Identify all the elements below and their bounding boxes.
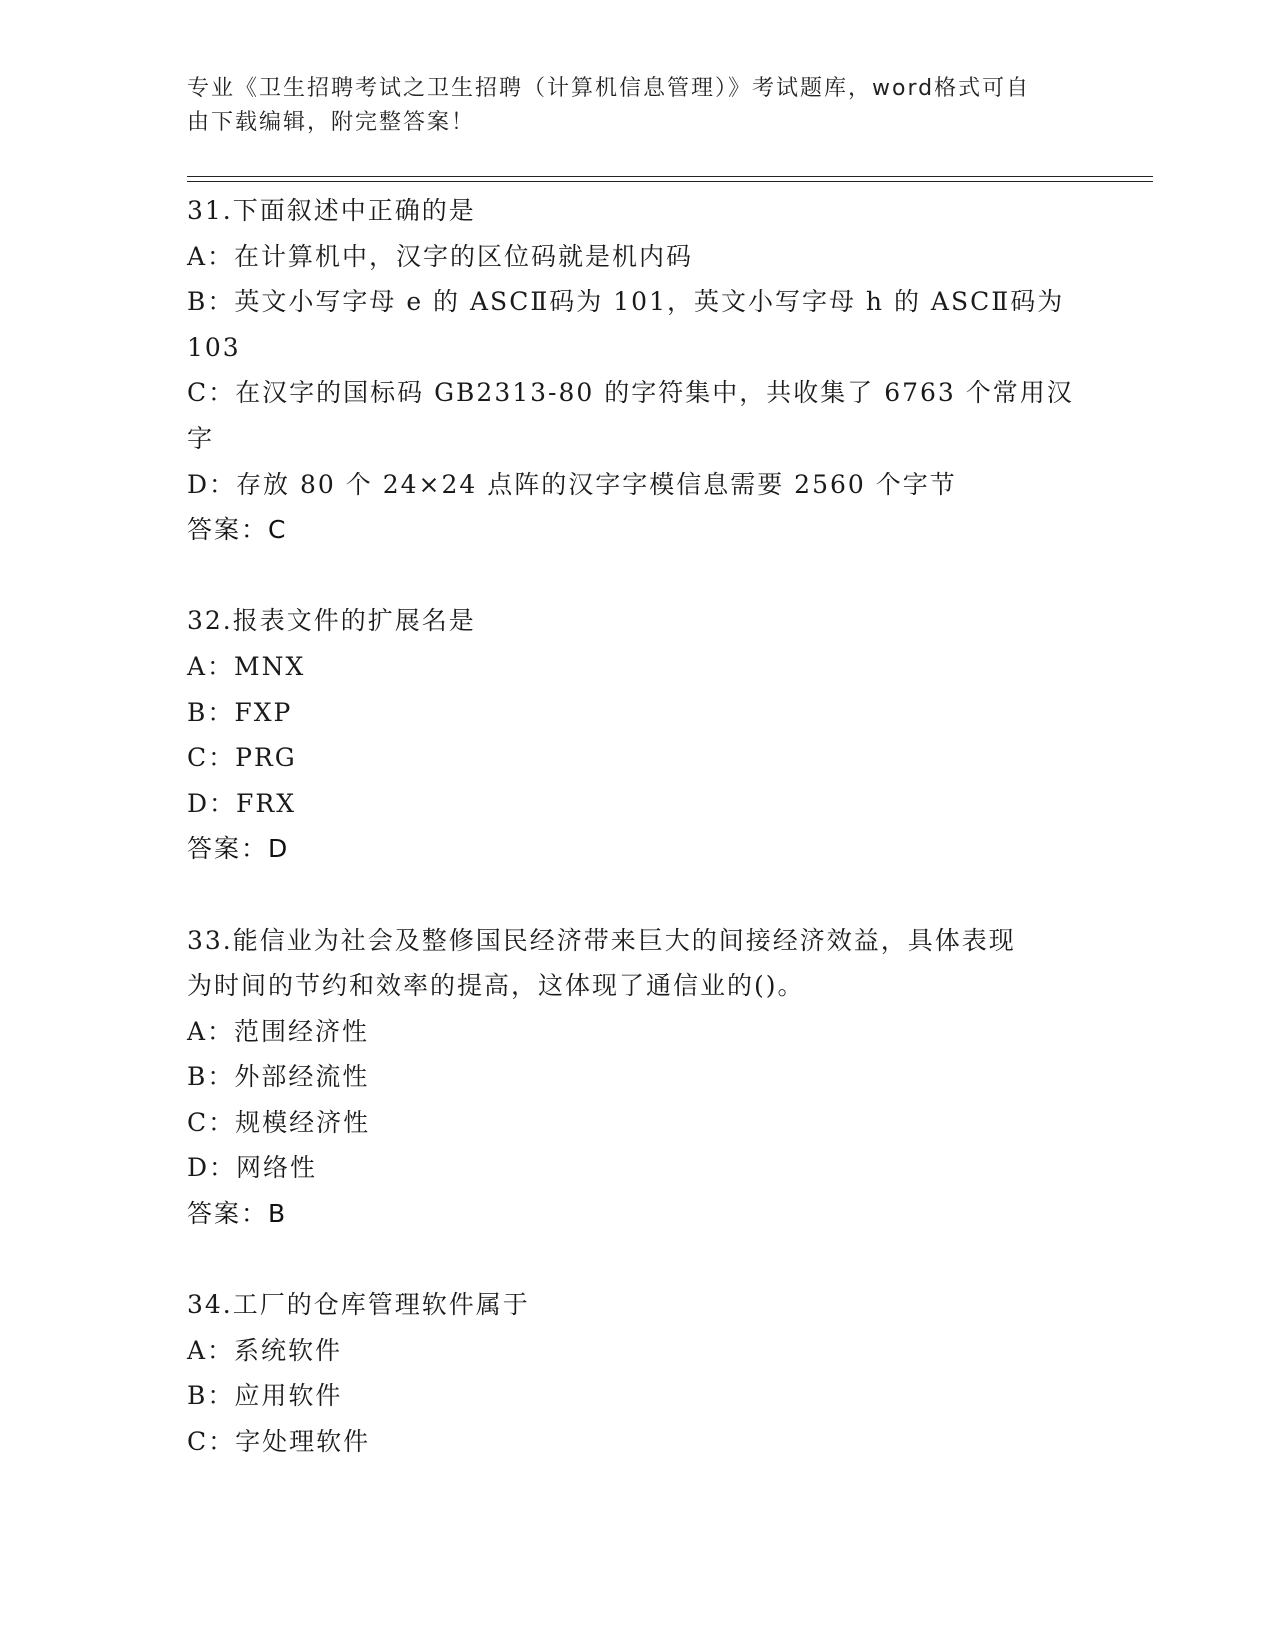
answer: 答案：B (187, 1199, 288, 1229)
option-d: D：存放 80 个 24×24 点阵的汉字字模信息需要 2560 个字节 (187, 469, 957, 499)
question-31 (187, 188, 1074, 553)
question-text: 31.下面叙述中正确的是 (187, 196, 476, 225)
option-a: A：MNX (187, 651, 306, 681)
option-a: A：系统软件 (187, 1335, 343, 1365)
question-33 (187, 918, 1067, 1237)
option-c: C：规模经济性 (187, 1107, 371, 1137)
question-34 (187, 1282, 1067, 1464)
option-b: B：外部经流性 (187, 1062, 370, 1092)
option-d: D：网络性 (187, 1153, 318, 1183)
question-text: 32.报表文件的扩展名是 (187, 606, 476, 636)
option-a: A：在计算机中，汉字的区位码就是机内码 (187, 241, 694, 271)
option-b: B：FXP (187, 697, 293, 727)
question-list (187, 188, 1074, 1465)
spacer (187, 553, 1067, 599)
option-a: A：范围经济性 (187, 1016, 370, 1046)
answer: 答案：D (187, 834, 290, 864)
option-c: C：在汉字的国标码 GB2313-80 的字符集中，共收集了 6763 个常用汉 (187, 378, 1074, 408)
question-text: 34.工厂的仓库管理软件属于 (187, 1290, 530, 1320)
question-text-continued: 为时间的节约和效率的提高，这体现了通信业的()。 (187, 971, 805, 1001)
answer: 答案：C (187, 515, 288, 545)
option-b-continued: 103 (187, 332, 241, 362)
document-header (187, 72, 1067, 140)
header-line-2: 由下载编辑，附完整答案！ (187, 110, 476, 135)
question-text: 33.能信业为社会及整修国民经济带来巨大的间接经济效益，具体表现 (187, 925, 1016, 955)
spacer (187, 1237, 1067, 1283)
option-c: C：字处理软件 (187, 1427, 371, 1457)
header-line-1: 专业《卫生招聘考试之卫生招聘（计算机信息管理）》考试题库，word格式可自 (187, 76, 1031, 101)
header-divider-bottom (187, 181, 1153, 182)
spacer (187, 872, 1067, 918)
header-divider-top (187, 176, 1153, 177)
option-c-continued: 字 (187, 423, 215, 453)
option-b: B：英文小写字母 e 的 ASCⅡ码为 101，英文小写字母 h 的 ASCⅡ码为 (187, 287, 1065, 317)
option-b: B：应用软件 (187, 1381, 343, 1411)
question-32 (187, 598, 1067, 872)
option-c: C：PRG (187, 743, 297, 773)
option-d: D：FRX (187, 788, 297, 818)
